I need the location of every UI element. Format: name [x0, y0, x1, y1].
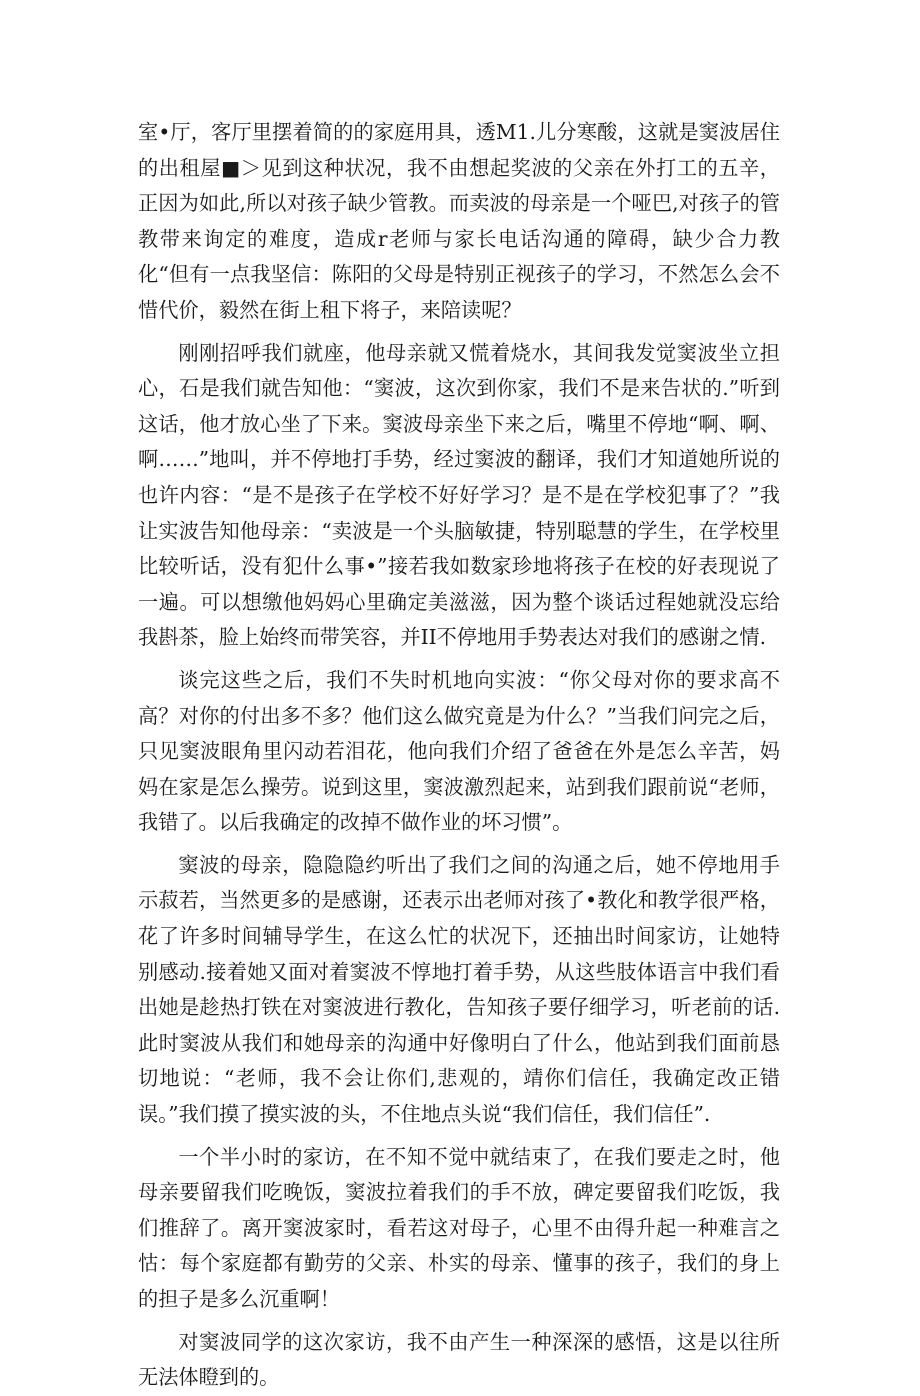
paragraph-3: 谈完这些之后，我们不失时机地向实波：“你父母对你的要求高不高？对你的付出多不多？他们这么做究竟是为什么？”当我们问完之后，只见窦波眼角里闪动若泪花，他向我们介绍了爸爸在外是怎么辛苦，妈妈在家是怎么操劳。说到这里，窦波激烈起来，站到我们跟前说“老师，我错了。以后我确定的改掉不做作业的坏习惯”。 [138, 667, 780, 835]
paragraph-1: 室•厅，客厅里摆着简的的家庭用具，透M1.儿分寒酸，这就是窦波居住的出租屋■＞见到这种状况，我不由想起奖波的父亲在外打工的五辛，正因为如此,所以对孩子缺少管教。而卖波的母亲是一个哑巴,对孩子的管教带来询定的难度，造成r老师与家长电话沟通的障碍，缺少合力教化“但有一点我坚信：陈阳的父母是特别正视孩子的学习，不然怎么会不惜代价，毅然在街上租下将子，来陪读呢？ [138, 120, 780, 322]
paragraph-5: 一个半小时的家访，在不知不觉中就结束了，在我们要走之时，他母亲要留我们吃晚饭，窦波拉着我们的手不放，碑定要留我们吃饭，我们推辞了。离开窦波家时，看若这对母子，心里不由得升起一种难言之怙：每个家庭都有勤劳的父亲、朴实的母亲、懂事的孩子，我们的身上的担子是多么沉重啊！ [138, 1144, 780, 1311]
document-body [138, 115, 780, 1396]
paragraph-4: 窦波的母亲，隐隐隐约听出了我们之间的沟通之后，她不停地用手示菽若，当然更多的是感谢，还表示出老师对孩了•教化和教学很严格，花了许多时间辅导学生，在这么忙的状况下，还抽出时间家访，让她特别感动.接着她又面对着窦波不惇地打着手势，从这些肢体语言中我们看出她是趁热打铁在对窦波进行教化，告知孩子要仔细学习，听老前的话.此时窦波从我们和她母亲的沟通中好像明白了什么，他站到我们面前恳切地说：“老师，我不会让你们,悲观的，靖你们信任，我确定改正错误。”我们摸了摸实波的头，不住地点头说“我们信任，我们信任”. [138, 852, 780, 1127]
paragraph-2: 刚刚招呼我们就座，他母亲就又慌着烧水，其间我发觉窦波坐立担心，石是我们就告知他：“窦波，这次到你家，我们不是来告状的.”听到这话，他才放心坐了下来。窦波母亲坐下来之后，嘴里不停地“啊、啊、啊……”地叫，并不停地打手势，经过窦波的翻译，我们才知道她所说的也许内容：“是不是孩子在学校不好好学习？是不是在学校犯事了？”我让实波告知他母亲：“卖波是一个头脑敏捷，特别聪慧的学生，在学校里比较听话，没有犯什么事•”接若我如数家珍地将孩子在校的好表现说了一遍。可以想缴他妈妈心里确定美滋滋，因为整个谈话过程她就没忘给我斟茶，脸上始终而带笑容，并II不停地用手势表达对我们的感谢之情. [138, 340, 780, 650]
paragraph-6: 对窦波同学的这次家访，我不由产生一种深深的感悟，这是以往所无法体瞪到的。 [138, 1329, 780, 1390]
